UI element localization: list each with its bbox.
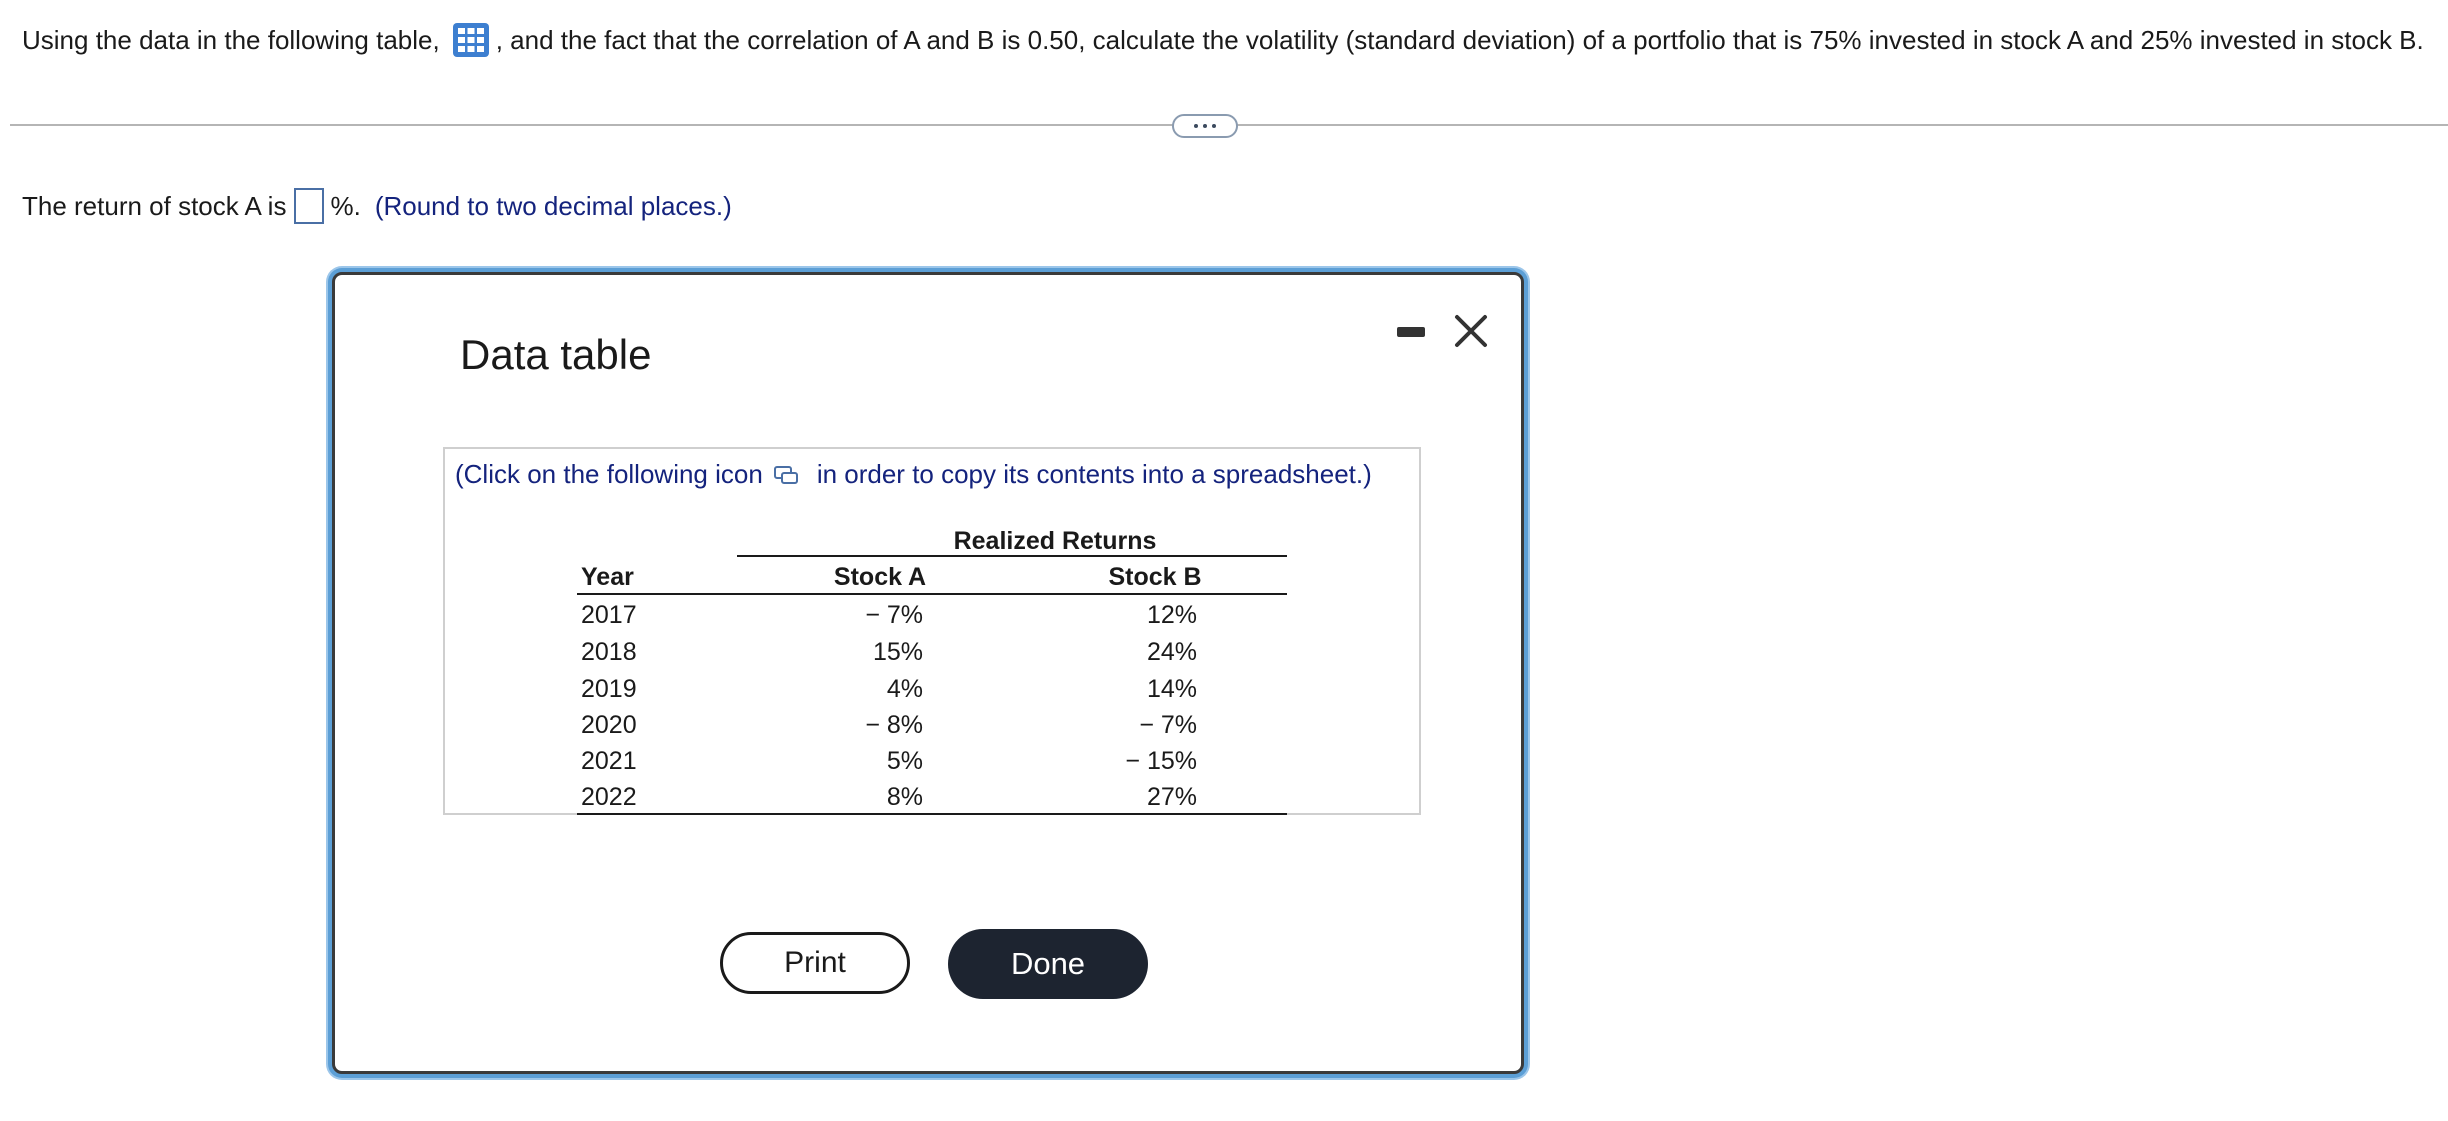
- question-prefix: Using the data in the following table,: [22, 24, 440, 55]
- minimize-icon[interactable]: [1397, 327, 1425, 337]
- rounding-hint: (Round to two decimal places.): [374, 190, 732, 221]
- row-stock-b: 24%: [1146, 638, 1197, 666]
- row-stock-a: − 7%: [865, 601, 923, 629]
- table-grid-icon[interactable]: [452, 22, 490, 58]
- row-year: 2021: [581, 747, 637, 775]
- header-stock-b: Stock B: [1108, 563, 1202, 591]
- header-stock-a: Stock A: [833, 563, 927, 591]
- answer-suffix: %.: [330, 190, 361, 221]
- header-rule: [577, 593, 1287, 595]
- row-year: 2019: [581, 675, 637, 703]
- row-stock-b: − 15%: [1125, 747, 1197, 775]
- row-stock-a: 15%: [872, 638, 923, 666]
- group-header: Realized Returns: [953, 527, 1157, 555]
- data-table-panel: [443, 447, 1421, 815]
- close-icon[interactable]: [1451, 311, 1491, 351]
- done-button[interactable]: Done: [948, 929, 1148, 999]
- row-year: 2018: [581, 638, 637, 666]
- answer-line: [22, 188, 732, 224]
- row-stock-b: 12%: [1146, 601, 1197, 629]
- row-stock-a: 5%: [886, 747, 923, 775]
- instruction-suffix: in order to copy its contents into a spreadsheet.): [816, 459, 1372, 489]
- modal-title: Data table: [460, 331, 652, 378]
- row-year: 2022: [581, 783, 637, 811]
- ellipsis-icon: [1194, 124, 1198, 128]
- row-stock-a: 4%: [886, 675, 923, 703]
- expand-more-button[interactable]: [1172, 114, 1238, 138]
- row-year: 2017: [581, 601, 637, 629]
- row-stock-b: 14%: [1146, 675, 1197, 703]
- answer-prefix: The return of stock A is: [22, 190, 287, 221]
- print-button[interactable]: Print: [720, 932, 910, 994]
- returns-table: [445, 449, 1419, 813]
- data-table-modal: [332, 272, 1524, 1074]
- row-year: 2020: [581, 711, 637, 739]
- group-header-rule: [737, 555, 1287, 557]
- question-text: [22, 22, 2424, 58]
- table-bottom-rule: [577, 813, 1287, 815]
- row-stock-a: 8%: [886, 783, 923, 811]
- question-body: , and the fact that the correlation of A and B is 0.50, calculate the volatility (standard deviation) of a portfolio that is 75% invested in stock A and 25% invested in stock B.: [495, 24, 2424, 55]
- instruction-prefix: (Click on the following icon: [455, 459, 763, 489]
- answer-input[interactable]: [294, 188, 324, 224]
- header-year: Year: [581, 563, 634, 591]
- row-stock-a: − 8%: [865, 711, 923, 739]
- row-stock-b: 27%: [1146, 783, 1197, 811]
- row-stock-b: − 7%: [1139, 711, 1197, 739]
